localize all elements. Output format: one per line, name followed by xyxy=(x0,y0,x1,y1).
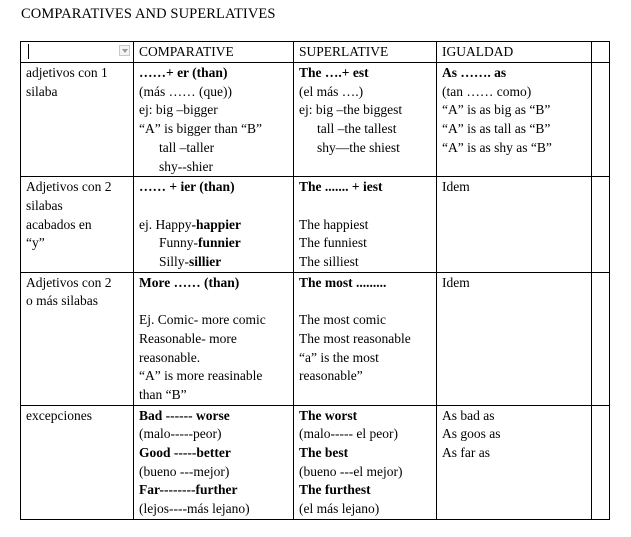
superlative-cell xyxy=(294,63,437,177)
comparative-cell-line: Bad ------ worse xyxy=(139,407,230,423)
page-title: COMPARATIVES AND SUPERLATIVES xyxy=(21,6,276,22)
comparative-cell xyxy=(134,272,294,405)
comparative-cell xyxy=(134,177,294,273)
igualdad-cell-line: Idem xyxy=(442,274,470,290)
comparative-cell-line: than “B” xyxy=(139,386,187,402)
comparative-cell xyxy=(134,63,294,177)
superlative-cell-line: The furthest xyxy=(299,482,371,498)
igualdad-cell-line: “A” is as shy as “B” xyxy=(442,139,552,155)
comparative-cell-line: Silly-sillier xyxy=(159,254,222,270)
table-row xyxy=(21,63,610,177)
row-label-line: silaba xyxy=(26,83,58,99)
table-row xyxy=(21,272,610,405)
igualdad-cell-line: “A” is as tall as “B” xyxy=(442,121,551,137)
table-row xyxy=(21,177,610,273)
igualdad-cell xyxy=(437,177,592,273)
comparative-cell-line: ej: big –bigger xyxy=(139,102,218,118)
extra-cell xyxy=(592,177,610,273)
header-igualdad: IGUALDAD xyxy=(437,42,592,63)
comparative-cell-line: “A” is more reasinable xyxy=(139,368,263,384)
superlative-cell-line xyxy=(299,197,432,216)
comparative-cell-line: ej. Happy-happier xyxy=(139,216,241,232)
igualdad-cell xyxy=(437,272,592,405)
superlative-cell-line: The worst xyxy=(299,407,358,423)
header-row xyxy=(21,42,610,63)
comparative-cell-line: (lejos----más lejano) xyxy=(139,501,250,517)
superlative-cell xyxy=(294,177,437,273)
superlative-cell-line: (el más lejano) xyxy=(299,501,380,517)
superlative-cell-line: (bueno ---el mejor) xyxy=(299,463,403,479)
row-label-line: excepciones xyxy=(26,407,92,423)
comparative-cell-line: reasonable. xyxy=(139,349,201,365)
row-label-line: adjetivos con 1 xyxy=(26,65,108,80)
header-superlative: SUPERLATIVE xyxy=(294,42,437,63)
comparative-cell-line: Good -----better xyxy=(139,445,231,461)
row-label-line: acabados en xyxy=(26,216,92,232)
extra-cell xyxy=(592,63,610,177)
igualdad-cell-line: “A” is as big as “B” xyxy=(442,102,551,118)
superlative-cell-line: The most comic xyxy=(299,312,386,328)
igualdad-cell-line: As goos as xyxy=(442,426,501,442)
superlative-cell-line: ej: big –the biggest xyxy=(299,102,403,118)
superlative-cell-line: The most ......... xyxy=(299,274,387,290)
extra-cell xyxy=(592,272,610,405)
comparative-cell-line xyxy=(139,292,289,311)
row-label-line: “y” xyxy=(26,235,45,251)
extra-cell xyxy=(592,405,610,519)
superlative-cell-line: reasonable” xyxy=(299,368,363,384)
comparative-cell-line: Funny-funnier xyxy=(159,235,241,251)
comparative-cell-line: shy--shier xyxy=(159,158,213,174)
superlative-cell xyxy=(294,405,437,519)
text-cursor xyxy=(28,44,29,59)
comparatives-table xyxy=(20,41,610,520)
superlative-cell-line: (malo----- el peor) xyxy=(299,426,398,442)
superlative-cell-line: The most reasonable xyxy=(299,330,411,346)
row-label-cell xyxy=(21,63,134,177)
row-label-line: Adjetivos con 2 xyxy=(26,274,112,290)
row-label-line: silabas xyxy=(26,197,63,213)
superlative-cell-line: “a” is the most xyxy=(299,349,379,365)
superlative-cell-line: The funniest xyxy=(299,235,367,251)
comparative-cell-line: tall –taller xyxy=(159,139,215,155)
comparative-cell-line xyxy=(139,197,289,216)
superlative-cell-line: (el más ….) xyxy=(299,83,364,99)
comparative-cell-line: Reasonable- more xyxy=(139,330,237,346)
table-row xyxy=(21,405,610,519)
igualdad-cell-line: As ……. as xyxy=(442,65,507,80)
comparative-cell-line: (más …… (que)) xyxy=(139,83,232,99)
row-label-line: o más silabas xyxy=(26,293,98,309)
comparative-cell xyxy=(134,405,294,519)
row-label-line: Adjetivos con 2 xyxy=(26,179,112,195)
chevron-down-icon[interactable] xyxy=(119,45,130,56)
igualdad-cell-line: As bad as xyxy=(442,407,495,423)
row-label-cell xyxy=(21,177,134,273)
igualdad-cell xyxy=(437,405,592,519)
superlative-cell-line: The ….+ est xyxy=(299,65,369,80)
comparative-cell-line: “A” is bigger than “B” xyxy=(139,121,262,137)
comparative-cell-line: ……+ er (than) xyxy=(139,65,228,80)
comparative-cell-line: Ej. Comic- more comic xyxy=(139,312,266,328)
superlative-cell-line xyxy=(299,292,432,311)
superlative-cell-line: The silliest xyxy=(299,254,359,270)
header-extra-cell xyxy=(592,42,610,63)
igualdad-cell-line: (tan …… como) xyxy=(442,83,532,99)
comparative-cell-line: Far--------further xyxy=(139,482,238,498)
igualdad-cell-line: As far as xyxy=(442,445,490,461)
row-label-cell xyxy=(21,272,134,405)
superlative-cell-line: shy—the shiest xyxy=(317,139,400,155)
header-cell-empty[interactable] xyxy=(21,42,134,63)
igualdad-cell xyxy=(437,63,592,177)
superlative-cell-line: tall –the tallest xyxy=(317,121,397,137)
comparative-cell-line: …… + ier (than) xyxy=(139,179,235,195)
superlative-cell xyxy=(294,272,437,405)
superlative-cell-line: The happiest xyxy=(299,216,369,232)
comparative-cell-line: More …… (than) xyxy=(139,274,240,290)
igualdad-cell-line: Idem xyxy=(442,179,470,195)
superlative-cell-line: The ....... + iest xyxy=(299,179,383,195)
superlative-cell-line: The best xyxy=(299,445,349,461)
comparative-cell-line: (malo-----peor) xyxy=(139,426,222,442)
header-comparative: COMPARATIVE xyxy=(134,42,294,63)
row-label-cell xyxy=(21,405,134,519)
comparative-cell-line: (bueno ---mejor) xyxy=(139,463,230,479)
